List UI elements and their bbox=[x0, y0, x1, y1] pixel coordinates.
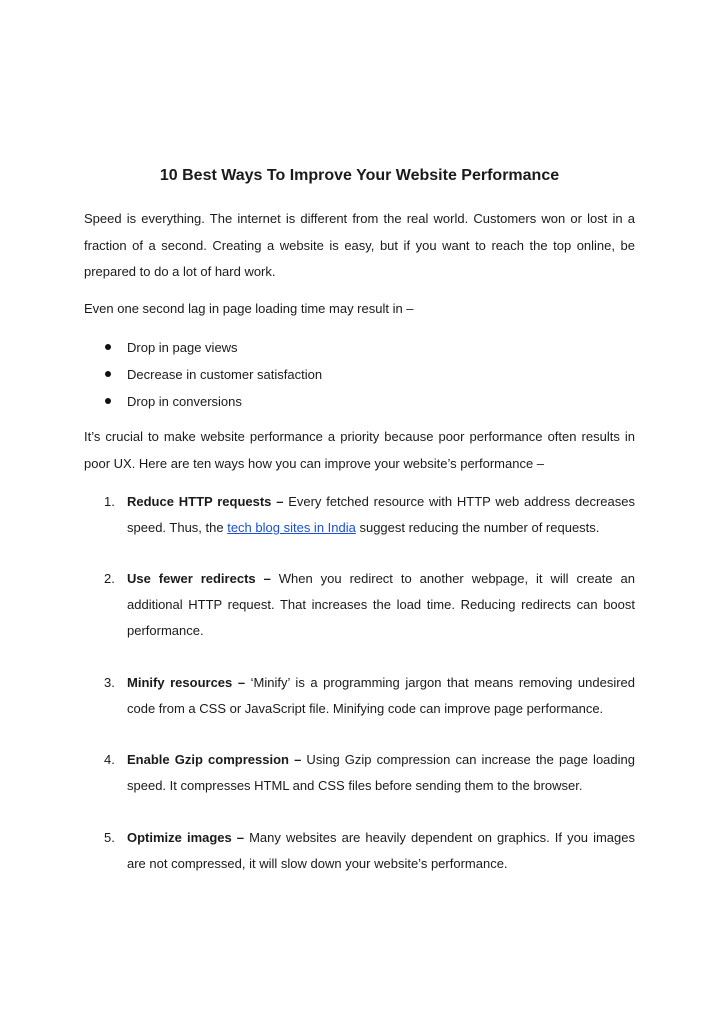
item-text: When you redirect to another webpage, it will create an additional HTTP request. That increases the load time. Reducing redirects can boost performance. bbox=[127, 571, 636, 638]
item-number: 3. bbox=[104, 675, 115, 690]
item-body bbox=[127, 747, 635, 799]
bullet-list bbox=[84, 334, 635, 415]
item-body bbox=[127, 825, 635, 877]
item-number: 4. bbox=[104, 752, 115, 767]
item-body bbox=[127, 670, 635, 722]
bullet-text: Decrease in customer satisfaction bbox=[127, 367, 323, 382]
bullet-icon bbox=[105, 371, 111, 377]
item-text: Every fetched resource with HTTP web address decreases speed. Thus, the bbox=[127, 494, 635, 535]
item-body bbox=[127, 566, 635, 644]
item-number: 1. bbox=[104, 494, 115, 509]
item-text: Using Gzip compression can increase the page loading speed. It compresses HTML and CSS files before sending them to the browser. bbox=[127, 752, 635, 793]
item-heading: Enable Gzip compression – bbox=[127, 752, 302, 767]
intro-paragraph: Speed is everything. The internet is different from the real world. Customers won or lost in a fraction of a second. Creating a website is easy, but if you want to reach the top online, be prepared to do a lot of hard work. bbox=[84, 211, 635, 279]
item-text: Many websites are heavily dependent on graphics. If you images are not compressed, it will slow down your website’s performance. bbox=[127, 830, 635, 871]
item-text: ‘Minify’ is a programming jargon that means removing undesired code from a CSS or JavaScript file. Minifying code can improve page performance. bbox=[127, 675, 635, 716]
item-text: suggest reducing the number of requests. bbox=[355, 520, 600, 535]
item-heading: Reduce HTTP requests – bbox=[127, 494, 284, 509]
item-heading: Minify resources – bbox=[127, 675, 246, 690]
item-number: 2. bbox=[104, 571, 115, 586]
tech-blog-link[interactable]: tech blog sites in India bbox=[227, 520, 356, 535]
numbered-item-gzip bbox=[84, 747, 635, 799]
bullet-item bbox=[84, 334, 635, 361]
item-number: 5. bbox=[104, 830, 115, 845]
numbered-item-reduce-http bbox=[84, 489, 635, 541]
item-heading: Optimize images – bbox=[127, 830, 245, 845]
numbered-item-minify bbox=[84, 670, 635, 722]
bullet-icon bbox=[105, 344, 111, 350]
item-heading: Use fewer redirects – bbox=[127, 571, 271, 586]
item-body bbox=[127, 489, 635, 541]
document-title: 10 Best Ways To Improve Your Website Performance bbox=[159, 167, 560, 184]
bullet-text: Drop in page views bbox=[127, 340, 238, 355]
bullet-item bbox=[84, 388, 635, 415]
numbered-item-optimize-images bbox=[84, 825, 635, 877]
lag-intro-paragraph: Even one second lag in page loading time may result in – bbox=[84, 301, 414, 316]
bullet-text: Drop in conversions bbox=[127, 394, 242, 409]
bullet-icon bbox=[105, 398, 111, 404]
bullet-item bbox=[84, 361, 635, 388]
crucial-paragraph: It’s crucial to make website performance a priority because poor performance often results in poor UX. Here are ten ways how you can improve your website’s performance – bbox=[84, 429, 635, 471]
numbered-item-fewer-redirects bbox=[84, 566, 635, 644]
